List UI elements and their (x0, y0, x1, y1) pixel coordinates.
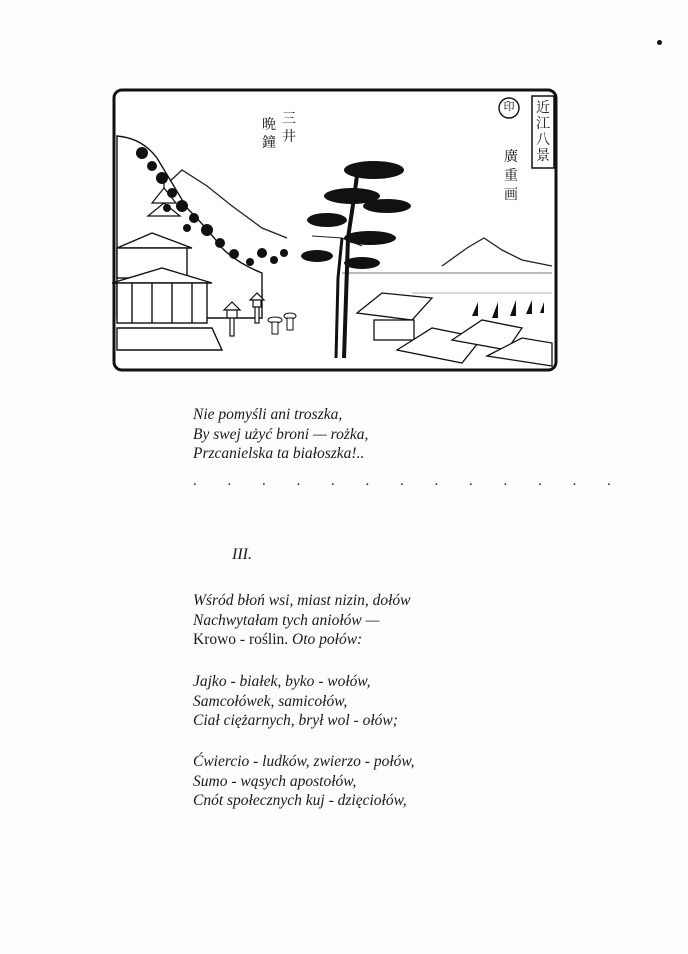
artist-signature: 廣重画 (504, 149, 518, 203)
ink-speck (657, 40, 662, 45)
stanza-iii-c (193, 752, 414, 811)
poem-line: Sumo - wąsych apostołów, (193, 772, 357, 790)
italic-phrase: Oto połów: (288, 631, 363, 648)
caption-left-vertical: 晩鐘 (262, 117, 276, 151)
poem-line: Jajko - białek, byko - wołów, (193, 673, 371, 690)
poem-line: Nie pomyśli ani troszka, (193, 406, 343, 423)
poem-line: Nachwytałam tych aniołów — (193, 611, 380, 629)
poem-line: Cnót społecznych kuj - dzięciołów, (193, 792, 407, 809)
stanza-iii-a (193, 591, 410, 650)
poem-line: Samcołówek, samicołów, (193, 692, 348, 710)
section-heading: III. (232, 546, 252, 563)
ellipsis-row: . . . . . . . . . . . . . (193, 473, 625, 489)
stanza-iii-b (193, 672, 398, 731)
poem-line: Ciał ciężarnych, brył wol - ołów; (193, 712, 398, 729)
caption-right-vertical: 三井 (282, 111, 296, 145)
poem-line: Przcanielska ta białoszka!.. (193, 445, 365, 462)
seal-mark: 印 (503, 100, 515, 113)
poem-line: By swej użyć broni — rożka, (193, 425, 369, 443)
woodblock-illustration (112, 88, 558, 372)
stanza-continuation (193, 405, 368, 464)
poem-line: Ćwiercio - ludków, zwierzo - połów, (193, 753, 415, 770)
upright-phrase: Krowo - roślin. (193, 631, 289, 648)
poem-line (193, 630, 410, 650)
cartouche-title: 近江八景 (536, 100, 550, 164)
mii-evening-bell-print (112, 88, 558, 372)
poem-line: Wśród błoń wsi, miast nizin, dołów (193, 592, 411, 609)
